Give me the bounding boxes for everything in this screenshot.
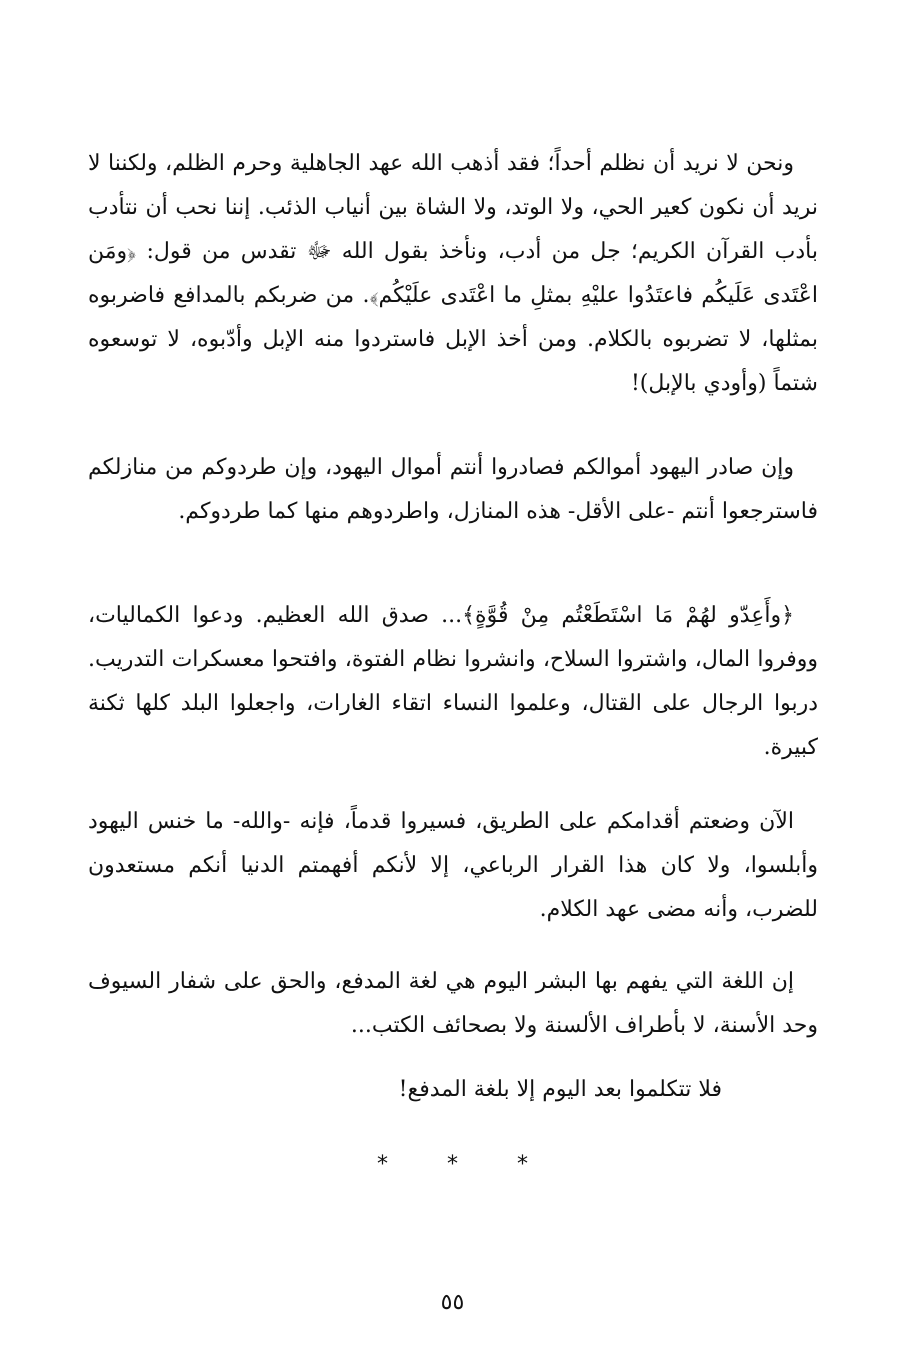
paragraph-text: الآن وضعتم أقدامكم على الطريق، فسيروا قدماً، فإنه -والله- ما خنس اليهود وأبلسوا، ولا كان هذا القرار الرباعي، إلا لأنكم أفهمتم الدنيا أنكم مستعدون للضرب، وأنه مضى عهد الكلام. <box>88 809 818 922</box>
paragraph-block-5 <box>88 960 818 1048</box>
section-separator: * * * <box>377 1152 554 1177</box>
paragraph-block-4 <box>88 800 818 932</box>
paragraph-text: إن اللغة التي يفهم بها البشر اليوم هي لغة المدفع، والحق على شفار السيوف وحد الأسنة، لا بأطراف الألسنة ولا بصحائف الكتب... <box>88 969 818 1038</box>
paragraph-block-3 <box>88 594 818 770</box>
paragraph-block-2 <box>88 446 818 534</box>
paragraph-text: ونحن لا نريد أن نظلم أحداً؛ فقد أذهب الله عهد الجاهلية وحرم الظلم، ولكننا لا نريد أن نكون كعير الحي، ولا الوتد، ولا الشاة بين أنياب الذئب. إننا نحب أن نتأدب بأدب القرآن الكريم؛ جل من أدب، ونأخذ بقول الله ﷻ تقدس من قول: ﴿ومَن اعْتَدى عَلَيكُم فاعتَدُوا عليْهِ بمثلِ ما اعْتَدى علَيْكُم﴾. من ضربكم بالمدافع فاضربوه بمثلها، لا تضربوه بالكلام. ومن أخذ الإبل فاستردوا منه الإبل وأدّبوه، لا توسعوه شتماً (وأودي بالإبل)! <box>88 151 818 396</box>
page-number: ٥٥ <box>440 1290 465 1315</box>
closing-line: فلا تتكلموا بعد اليوم إلا بلغة المدفع! <box>398 1077 722 1102</box>
paragraph-text: وإن صادر اليهود أموالكم فصادروا أنتم أموال اليهود، وإن طردوكم من منازلكم فاسترجعوا أنتم -على الأقل- هذه المنازل، واطردوهم منها كما طردوكم. <box>88 455 818 524</box>
paragraph-block-6 <box>88 1068 818 1112</box>
paragraph-block-1 <box>88 142 818 406</box>
paragraph-text: ﴿وأَعِدّو لهُمْ مَا اسْتَطَعْتُم مِنْ قُوَّةٍ﴾... صدق الله العظيم. ودعوا الكماليات، ووفروا المال، واشتروا السلاح، وانشروا نظام الفتوة، وافتحوا معسكرات التدريب. دربوا الرجال على القتال، وعلموا النساء اتقاء الغارات، واجعلوا البلد كلها ثكنة كبيرة. <box>88 603 818 760</box>
